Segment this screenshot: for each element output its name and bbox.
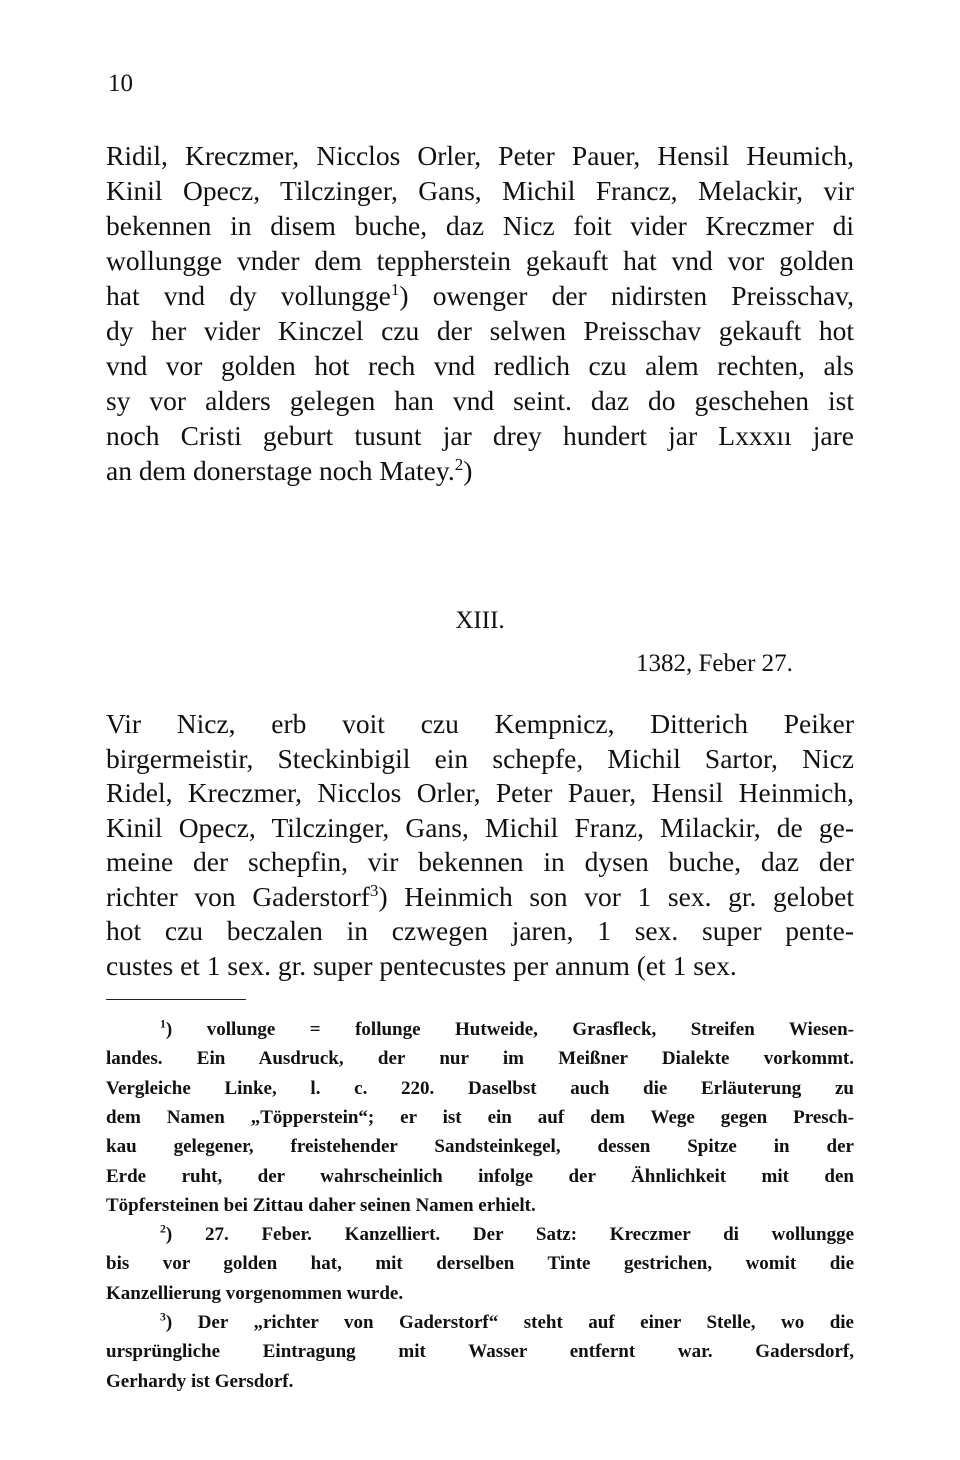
- footnote-marker: 2: [454, 454, 464, 474]
- footnote-line: dem Namen „Töpperstein“; er ist ein auf dem Wege gegen Presch-: [106, 1106, 854, 1128]
- text-line: noch Cristi geburt tusunt jar drey hundert jar Lxxxıı jare: [106, 420, 854, 451]
- text-line: Ridel, Kreczmer, Nicclos Orler, Peter Pauer, Hensil Heinmich,: [106, 777, 854, 808]
- footnote-marker: 2: [160, 1222, 166, 1236]
- footnote-line: $^3$) Der „richter von Gaderstorf“ steht auf einer Stelle, wo die: [160, 1310, 854, 1333]
- text-line: hot czu beczalen in czwegen jaren, 1 sex. super pente-: [106, 915, 854, 946]
- footnote-line: landes. Ein Ausdruck, der nur im Meißner Dialekte vorkommt.: [106, 1048, 854, 1070]
- section-heading: XIII.: [455, 607, 505, 634]
- footnote-line: $^2$) 27. Feber. Kanzelliert. Der Satz: Kreczmer di wollungge: [160, 1222, 854, 1246]
- text-line: birgermeistir, Steckinbigil ein schepfe, Michil Sartor, Nicz: [106, 742, 854, 774]
- footnote-divider: [106, 999, 246, 1000]
- footnote-line: bis vor golden hat, mit derselben Tinte gestrichen, womit die: [106, 1253, 854, 1275]
- section-date: 1382, Feber 27.: [636, 650, 793, 677]
- footnote-line: Kanzellierung vorgenommen wurde.: [106, 1282, 404, 1304]
- text-line: sy vor alders gelegen han vnd seint. daz do geschehen ist: [106, 385, 854, 416]
- footnote-marker: 1: [160, 1017, 166, 1031]
- text-line: Vir Nicz, erb voit czu Kempnicz, Ditterich Peiker: [106, 708, 854, 739]
- footnote-marker: 3: [160, 1310, 166, 1324]
- footnote-line: Gerhardy ist Gersdorf.: [106, 1370, 294, 1392]
- footnote-marker: 3: [369, 880, 379, 900]
- text-line: an dem donerstage noch Matey.$^2$): [106, 454, 473, 486]
- text-line: wollungge vnder dem teppherstein gekauft hat vnd vor golden: [106, 245, 854, 276]
- page-number: 10: [108, 70, 133, 97]
- footnote-marker: 1: [390, 279, 400, 299]
- text-line: meine der schepfin, vir bekennen in dysen buche, daz der: [106, 846, 854, 877]
- footnote-line: kau gelegener, freistehender Sandsteinkegel, dessen Spitze in der: [106, 1136, 854, 1158]
- footnote-line: Vergleiche Linke, l. c. 220. Daselbst auch die Erläuterung zu: [106, 1077, 854, 1099]
- footnote-line: ursprüngliche Eintragung mit Wasser entfernt war. Gadersdorf,: [106, 1341, 854, 1363]
- footnote-line: $^1$) vollunge = follunge Hutweide, Grasfleck, Streifen Wiesen-: [160, 1017, 854, 1040]
- text-line: custes et 1 sex. gr. super pentecustes per annum (et 1 sex.: [106, 949, 737, 981]
- text-line: dy her vider Kinczel czu der selwen Preisschav gekauft hot: [106, 315, 854, 346]
- text-line: Ridil, Kreczmer, Nicclos Orler, Peter Pauer, Hensil Heumich,: [106, 140, 854, 171]
- footnote-line: Töpfersteinen bei Zittau daher seinen Namen erhielt.: [106, 1194, 536, 1216]
- text-line: Kinil Opecz, Tilczinger, Gans, Michil Franz, Milackir, de ge-: [106, 811, 854, 843]
- footnote-line: Erde ruht, der wahrscheinlich infolge der Ähnlichkeit mit den: [106, 1165, 854, 1187]
- text-line: bekennen in disem buche, daz Nicz foit vider Kreczmer di: [106, 210, 854, 241]
- text-line: richter von Gaderstorf$^3$) Heinmich son vor 1 sex. gr. gelobet: [106, 880, 854, 912]
- text-line: vnd vor golden hot rech vnd redlich czu alem rechten, als: [106, 350, 854, 381]
- text-line: hat vnd dy vollungge$^1$) owenger der nidirsten Preisschav,: [106, 279, 854, 311]
- text-line: Kinil Opecz, Tilczinger, Gans, Michil Francz, Melackir, vir: [106, 175, 854, 206]
